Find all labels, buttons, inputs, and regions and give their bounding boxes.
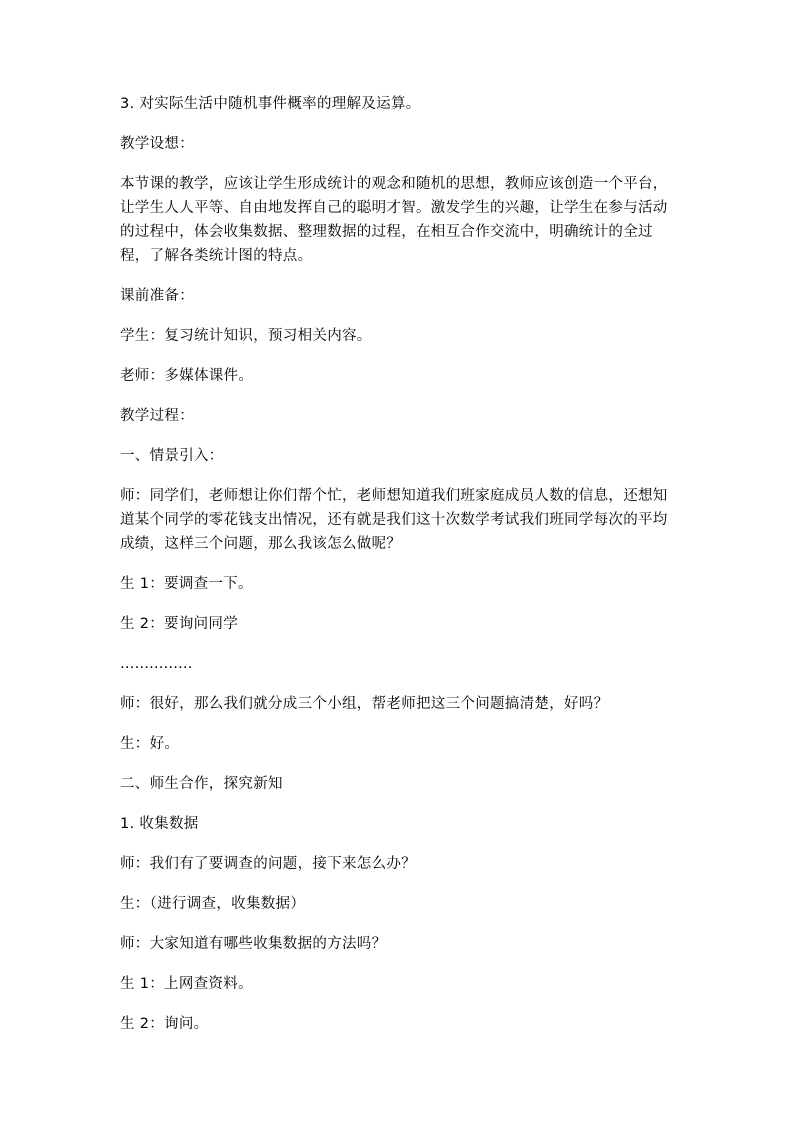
paragraph-students-agree: 生：好。 [120,736,180,752]
heading-collect-data: 1. 收集数据 [120,816,199,832]
paragraph-student-2-answer: 生 2：要询问同学 [120,616,239,632]
heading-teaching-idea: 教学设想： [120,136,194,152]
paragraph-objective-3: 3. 对实际生活中随机事件概率的理解及运算。 [120,96,421,112]
paragraph-teacher-next-step: 师：我们有了要调查的问题，接下来怎么办？ [120,856,416,872]
heading-cooperation: 二、师生合作，探究新知 [120,776,283,792]
paragraph-teacher-groups: 师：很好，那么我们就分成三个小组，帮老师把这三个问题搞清楚，好吗？ [120,696,609,712]
paragraph-teacher-prep: 老师：多媒体课件。 [120,368,254,384]
paragraph-teacher-question: 师：同学们，老师想让你们帮个忙，老师想知道我们班家庭成员人数的信息，还想知道某个同学的零花钱支出情况，还有就是我们这十次数学考试我们班同学每次的平均成绩，这样三个问题，那么我该怎么做呢？ [120,488,668,552]
paragraph-student-survey: 生：（进行调查，收集数据） [120,896,306,912]
paragraph-student-1-answer: 生 1：要调查一下。 [120,576,253,592]
paragraph-student-prep: 学生：复习统计知识，预习相关内容。 [120,328,372,344]
heading-teaching-process: 教学过程： [120,408,194,424]
paragraph-teacher-methods: 师：大家知道有哪些收集数据的方法吗？ [120,936,387,952]
paragraph-student-2-inquiry: 生 2：询问。 [120,1016,209,1032]
paragraph-ellipsis: …………… [120,656,193,672]
paragraph-teaching-idea: 本节课的教学，应该让学生形成统计的观念和随机的思想，教师应该创造一个平台，让学生人人平等、自由地发挥自己的聪明才智。激发学生的兴趣，让学生在参与活动的过程中，体会收集数据、整理数据的过程，在相互合作交流中，明确统计的全过程，了解各类统计图的特点。 [120,176,668,264]
heading-preparation: 课前准备： [120,288,194,304]
paragraph-student-1-internet: 生 1：上网查资料。 [120,976,253,992]
document-body [120,92,680,1052]
heading-scene-intro: 一、情景引入： [120,448,224,464]
